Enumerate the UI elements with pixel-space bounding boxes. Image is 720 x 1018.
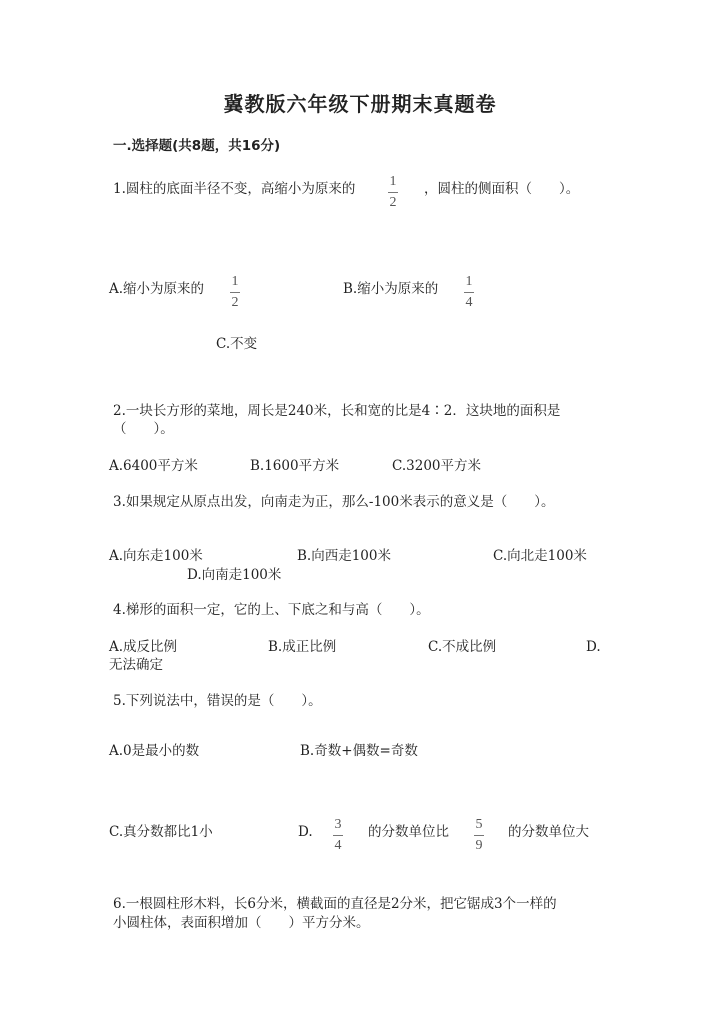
frac-denominator: 4: [334, 838, 342, 853]
q5-option-d-fraction-2: [474, 817, 484, 854]
q4-option-a: A.成反比例: [109, 639, 178, 655]
frac-denominator: 4: [465, 295, 473, 310]
q3-stem: 3.如果规定从原点出发，向南走为正，那么-100米表示的意义是（ ）。: [113, 494, 555, 510]
q6-stem-line2: 小圆柱体，表面积增加（ ）平方分米。: [113, 915, 370, 931]
frac-numerator: 5: [475, 817, 483, 832]
q2-option-c: C.3200平方米: [392, 458, 481, 474]
q4-option-c: C.不成比例: [428, 639, 497, 655]
q4-option-d-text: 无法确定: [109, 657, 163, 673]
q4-option-b: B.成正比例: [268, 639, 337, 655]
q3-option-b: B.向西走100米: [297, 548, 391, 564]
q1-option-b: B.缩小为原来的: [343, 281, 439, 297]
q1-option-a: A.缩小为原来的: [109, 281, 205, 297]
q6-stem-line1: 6.一根圆柱形木料，长6分米，横截面的直径是2分米，把它锯成3个一样的: [113, 896, 557, 912]
frac-denominator: 9: [475, 838, 483, 853]
q4-stem: 4.梯形的面积一定，它的上、下底之和与高（ ）。: [113, 602, 430, 618]
q5-option-a: A.0是最小的数: [109, 743, 200, 759]
q5-option-d-end: 的分数单位大: [508, 824, 589, 840]
q5-option-b: B.奇数+偶数=奇数: [300, 743, 418, 759]
frac-denominator: 2: [231, 295, 239, 310]
frac-bar: [230, 292, 240, 293]
frac-bar: [464, 292, 474, 293]
frac-denominator: 2: [389, 195, 397, 210]
q3-option-d: D.向南走100米: [187, 567, 282, 583]
q1-option-b-fraction: [464, 274, 474, 311]
q2-option-b: B.1600平方米: [250, 458, 340, 474]
q1-fraction: [388, 174, 398, 211]
q2-stem-line2: （ ）。: [113, 421, 174, 437]
frac-numerator: 1: [231, 274, 239, 289]
q5-option-d-label: D.: [298, 824, 313, 840]
q2-option-a: A.6400平方米: [109, 458, 198, 474]
frac-numerator: 3: [334, 817, 342, 832]
q1-stem-end: ，圆柱的侧面积（ ）。: [424, 181, 580, 197]
frac-numerator: 1: [465, 274, 473, 289]
q5-option-d-fraction-1: [333, 817, 343, 854]
section-heading: 一.选择题(共8题，共16分): [113, 138, 281, 154]
q5-option-d-middle: 的分数单位比: [368, 824, 449, 840]
frac-numerator: 1: [389, 174, 397, 189]
q5-option-c: C.真分数都比1小: [109, 824, 213, 840]
frac-bar: [333, 835, 343, 836]
frac-bar: [388, 192, 398, 193]
q5-stem: 5.下列说法中，错误的是（ ）。: [113, 693, 322, 709]
q1-stem: 1.圆柱的底面半径不变，高缩小为原来的: [113, 181, 356, 197]
q2-stem-line1: 2.一块长方形的菜地，周长是240米，长和宽的比是4∶2．这块地的面积是: [113, 403, 561, 419]
q1-option-c: C.不变: [216, 336, 258, 352]
q4-option-d-label: D.: [586, 639, 601, 655]
q3-option-c: C.向北走100米: [493, 548, 587, 564]
frac-bar: [474, 835, 484, 836]
page-title: 冀教版六年级下册期末真题卷: [223, 92, 497, 116]
q3-option-a: A.向东走100米: [109, 548, 203, 564]
q1-option-a-fraction: [230, 274, 240, 311]
